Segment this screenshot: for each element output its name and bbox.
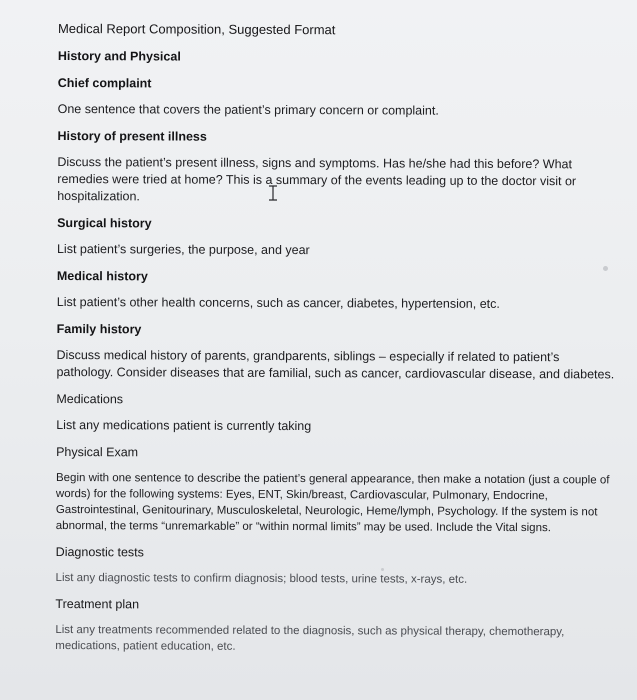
paper-speck — [603, 266, 608, 271]
section-text-treatment-plan: List any treatments recommended related to the diagnosis, such as physical therapy, chemotherapy, medications, patient education, etc. — [55, 623, 565, 653]
section-text-family-history: Discuss medical history of parents, grandparents, siblings – especially if related to patient’s pathology. Consider diseases that are familial, such as cancer, cardiovascular disease, and diabetes. — [56, 347, 615, 382]
section-heading-history-physical: History and Physical — [57, 48, 181, 64]
section-text-surgical-history: List patient’s surgeries, the purpose, and year — [56, 241, 310, 258]
document-title: Medical Report Composition, Suggested Format — [57, 20, 336, 38]
paper-speck — [381, 568, 384, 571]
section-heading-medical-history: Medical history — [56, 268, 148, 284]
section-heading-family-history: Family history — [56, 321, 142, 337]
section-text-physical-exam: Begin with one sentence to describe the patient’s general appearance, then make a notation (just a couple of words) for the following systems: Eyes, ENT, Skin/breast, Cardiovascular, Pulmonary, Endocrine, Gastrointestinal, Genitourinary, Musculoskeletal, Neurologic, Heme/lymph, Psychology. If the system is not abnormal, the terms “unremarkable” or “within normal limits” may be used. Include the Vital signs. — [55, 471, 610, 535]
section-heading-physical-exam: Physical Exam — [56, 444, 139, 460]
section-heading-present-illness: History of present illness — [57, 128, 207, 144]
section-heading-surgical-history: Surgical history — [57, 215, 152, 231]
section-heading-diagnostic-tests: Diagnostic tests — [55, 544, 144, 560]
section-text-present-illness: Discuss the patient’s present illness, signs and symptoms. Has he/she had this before? What remedies were tried at home? This is a summary of the events leading up to the doctor visit or hospitalization. — [57, 154, 577, 204]
section-heading-treatment-plan: Treatment plan — [55, 596, 140, 612]
section-text-chief-complaint: One sentence that covers the patient’s primary concern or complaint. — [57, 101, 439, 118]
section-heading-medications: Medications — [56, 391, 124, 407]
document-body — [55, 20, 618, 665]
section-heading-chief-complaint: Chief complaint — [57, 75, 152, 91]
section-text-diagnostic-tests: List any diagnostic tests to confirm diagnosis; blood tests, urine tests, x-rays, etc. — [55, 571, 468, 586]
section-text-medications: List any medications patient is currently taking — [56, 417, 312, 434]
section-text-medical-history: List patient’s other health concerns, such as cancer, diabetes, hypertension, etc. — [56, 294, 500, 311]
